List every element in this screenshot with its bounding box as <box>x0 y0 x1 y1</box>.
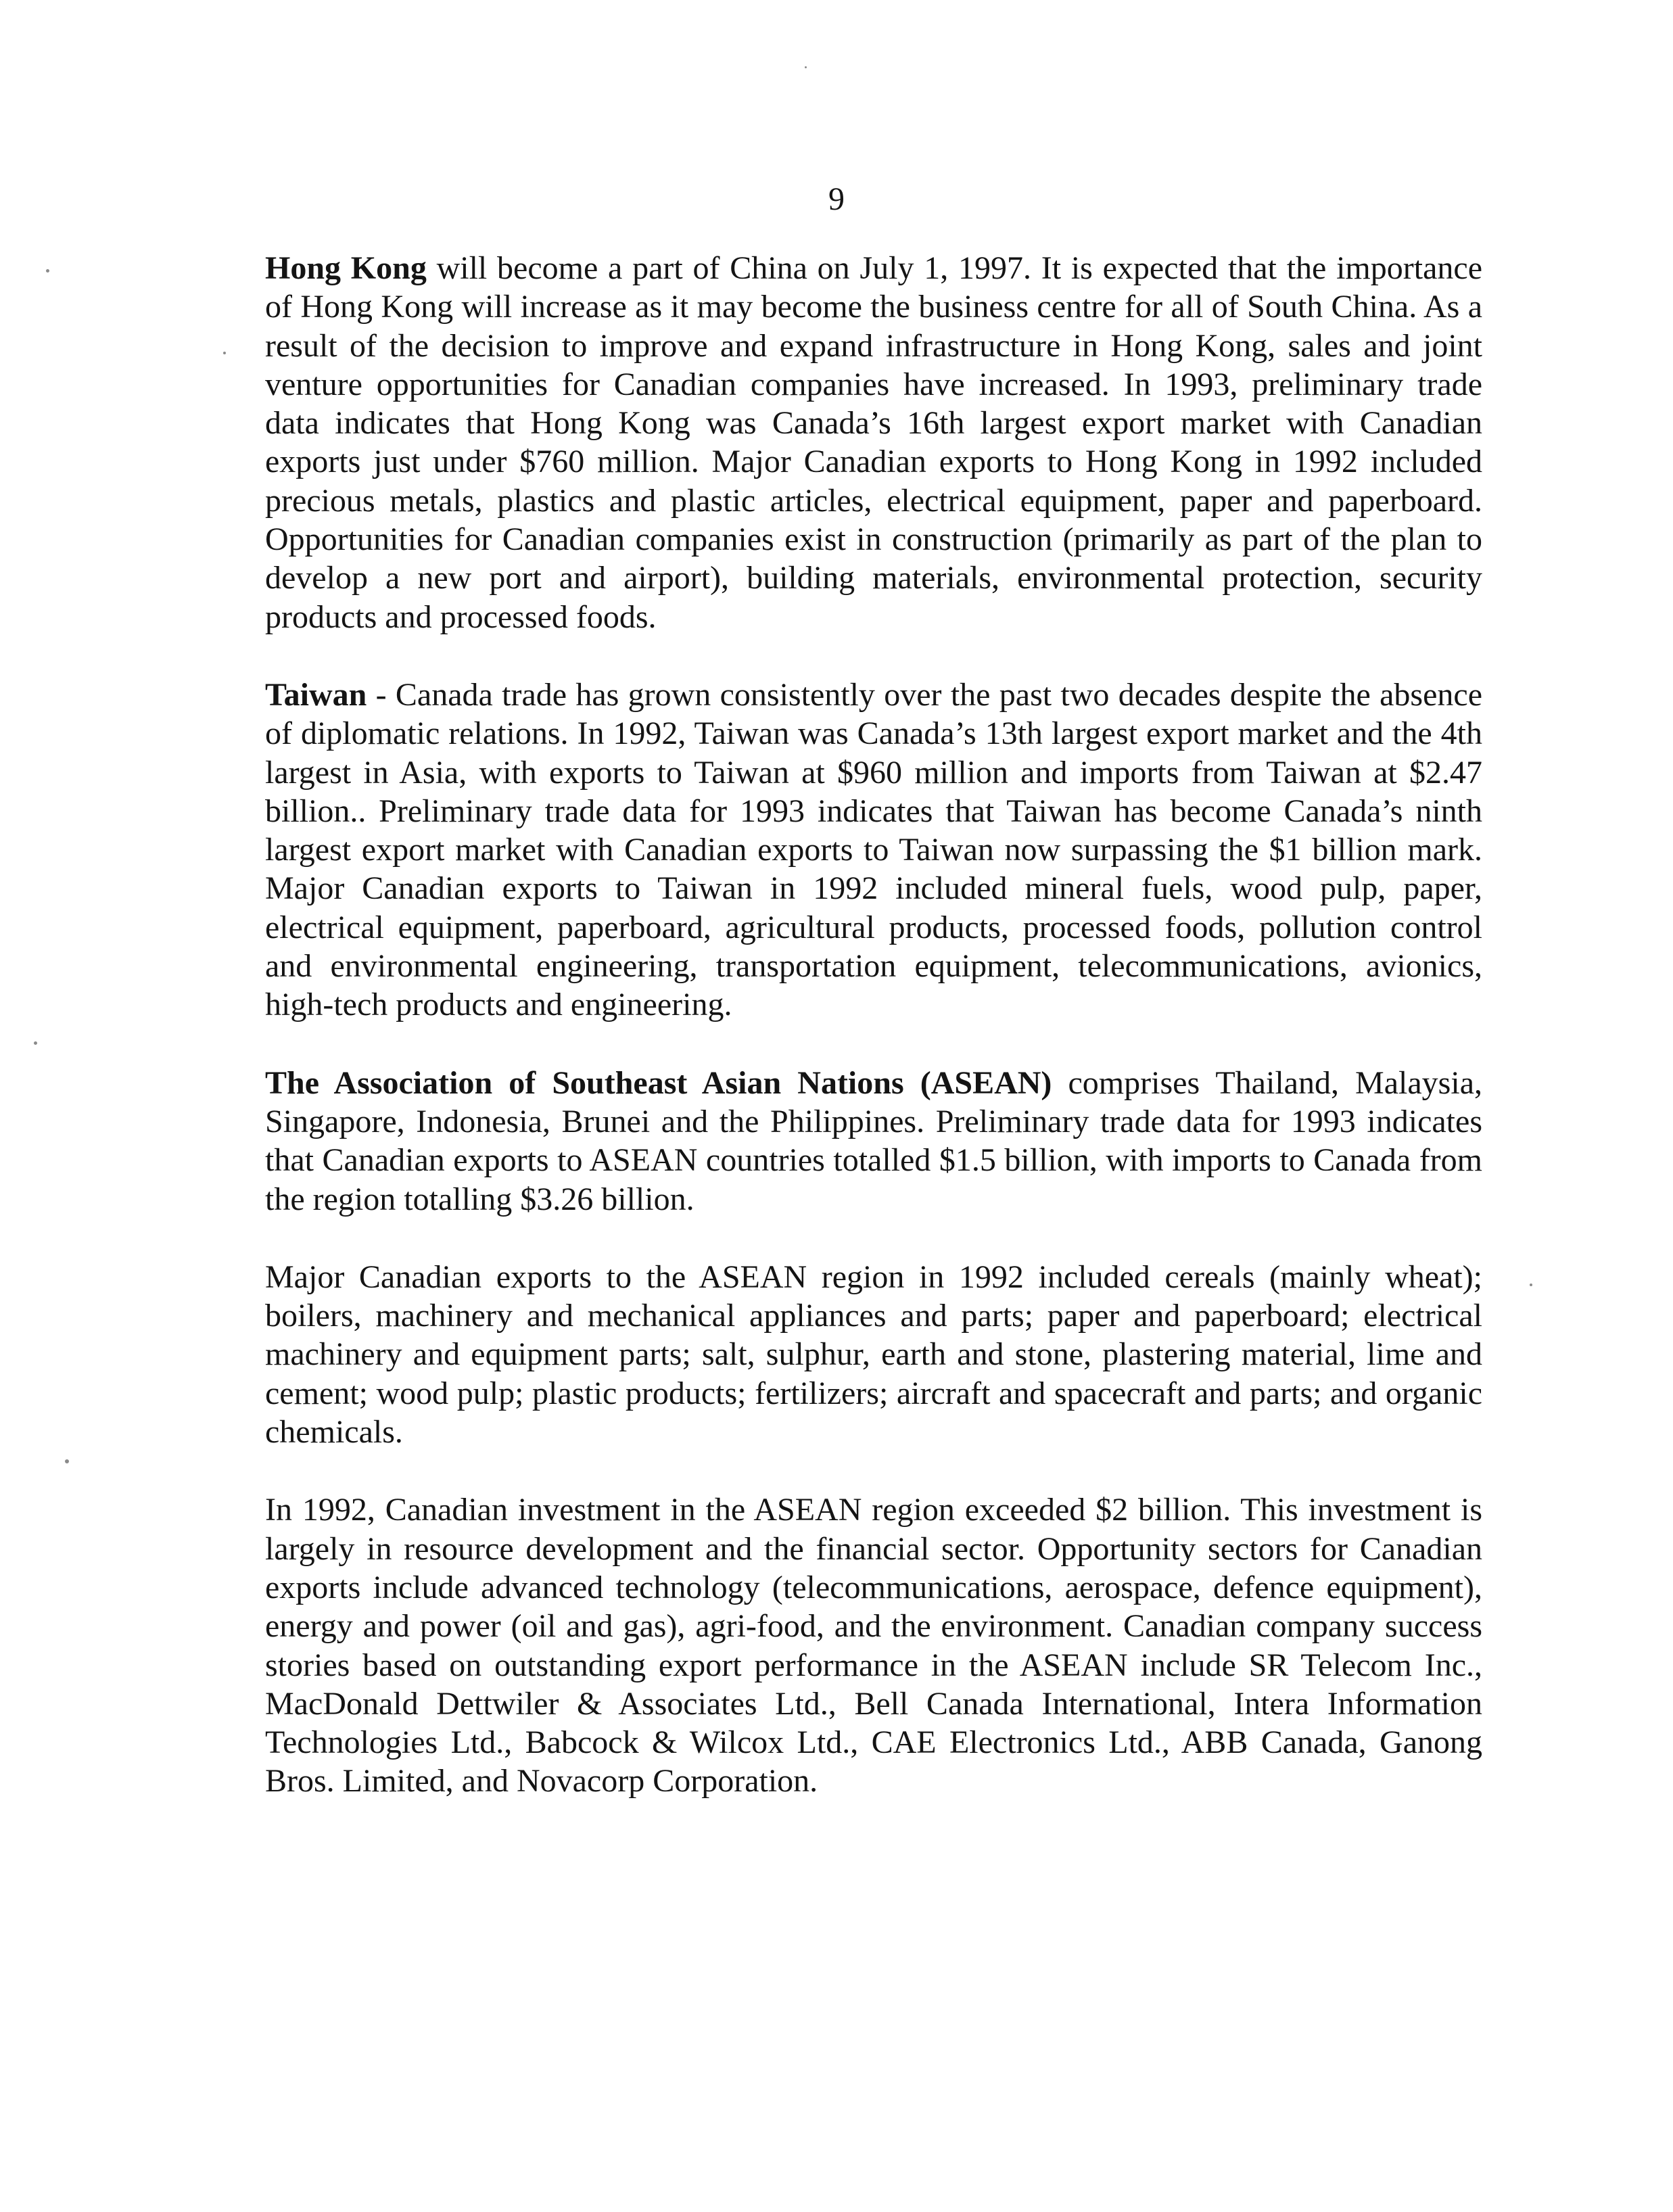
paragraph-taiwan <box>265 676 1482 1025</box>
document-body <box>265 249 1482 1840</box>
scan-speck <box>34 1041 37 1045</box>
scan-speck <box>46 269 49 273</box>
paragraph-asean-overview <box>265 1064 1482 1219</box>
paragraph-text: will become a part of China on July 1, 1997. It is expected that the importance of Hong Kong will increase as it may become the business centre for all of South China. As a result of the decision to improve and expand infrastructure in Hong Kong, sales and joint venture opportunities for Canadian companies have increased. In 1993, preliminary trade data indicates that Hong Kong was Canada’s 16th largest export market with Canadian exports just under $760 million. Major Canadian exports to Hong Kong in 1992 included precious metals, plastics and plastic articles, electrical equipment, paper and paperboard. Opportunities for Canadian companies exist in construction (primarily as part of the plan to develop a new port and airport), building materials, environmental protection, security products and processed foods. <box>265 250 1482 635</box>
page-number: 9 <box>828 181 845 217</box>
paragraph-lead: The Association of Southeast Asian Nations (ASEAN) <box>265 1064 1052 1101</box>
paragraph-text: In 1992, Canadian investment in the ASEAN region exceeded $2 billion. This investment is largely in resource development and the financial sector. Opportunity sectors for Canadian exports include advanced technology (telecommunications, aerospace, defence equipment), energy and power (oil and gas), agri-food, and the environment. Canadian company success stories based on outstanding export performance in the ASEAN include SR Telecom Inc., MacDonald Dettwiler & Associates Ltd., Bell Canada International, Intera Information Technologies Ltd., Babcock & Wilcox Ltd., CAE Electronics Ltd., ABB Canada, Ganong Bros. Limited, and Novacorp Corporation. <box>265 1492 1482 1799</box>
paragraph-lead: Taiwan <box>265 676 367 713</box>
paragraph-text: comprises Thailand, Malaysia, Singapore, Indonesia, Brunei and the Philippines. Preliminary trade data for 1993 indicates that Canadian exports to ASEAN countries totalled $1.5 billion, with imports to Canada from the region totalling $3.26 billion. <box>265 1064 1482 1217</box>
scan-speck <box>805 66 807 68</box>
scan-speck <box>1530 1284 1532 1286</box>
paragraph-hong-kong <box>265 249 1482 636</box>
paragraph-lead: Hong Kong <box>265 250 427 286</box>
paragraph-text: Major Canadian exports to the ASEAN region in 1992 included cereals (mainly wheat); boilers, machinery and mechanical appliances and parts; paper and paperboard; electrical machinery and equipment parts; salt, sulphur, earth and stone, plastering material, lime and cement; wood pulp; plastic products; fertilizers; aircraft and spacecraft and parts; and organic chemicals. <box>265 1258 1482 1451</box>
scan-speck <box>223 352 226 354</box>
paragraph-asean-investment <box>265 1490 1482 1800</box>
paragraph-text: - Canada trade has grown consistently over the past two decades despite the absence of diplomatic relations. In 1992, Taiwan was Canada’s 13th largest export market and the 4th largest in Asia, with exports to Taiwan at $960 million and imports from Taiwan at $2.47 billion.. Preliminary trade data for 1993 indicates that Taiwan has become Canada’s ninth largest export market with Canadian exports to Taiwan now surpassing the $1 billion mark. Major Canadian exports to Taiwan in 1992 included mineral fuels, wood pulp, paper, electrical equipment, paperboard, agricultural products, processed foods, pollution control and environmental engineering, transportation equipment, telecommunications, avionics, high-tech products and engineering. <box>265 676 1482 1023</box>
scan-speck <box>65 1459 69 1463</box>
paragraph-asean-exports <box>265 1258 1482 1451</box>
